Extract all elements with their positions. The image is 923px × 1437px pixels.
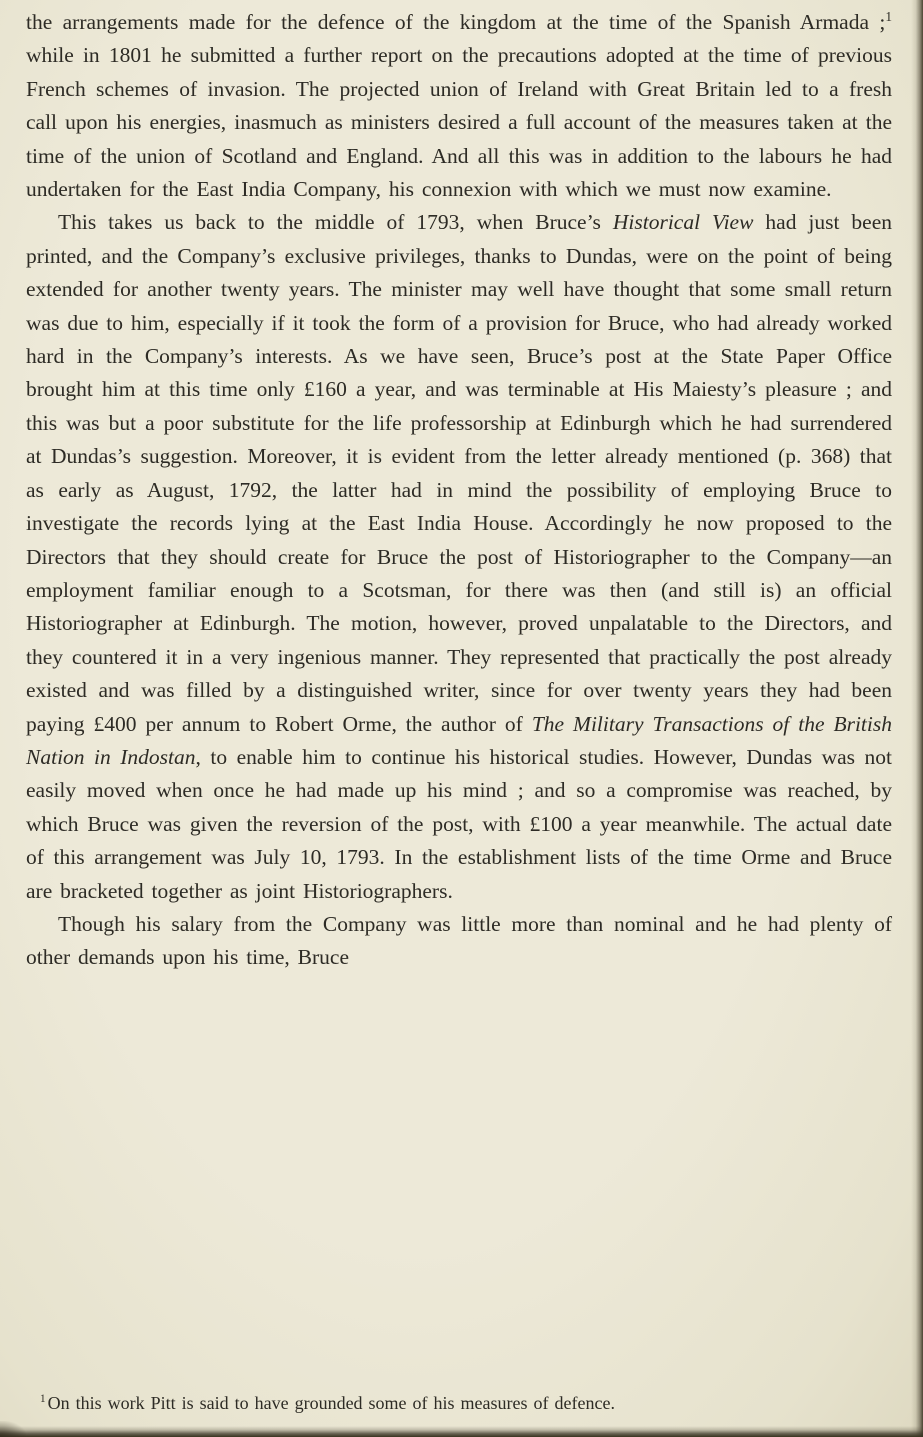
- text-run: while in 1801 he submitted a further report on the precautions adopted at the time of previous French schemes of invasion. The projected union of Ireland with Great Britain led to a fresh call upon his energies, inasmuch as ministers desired a full account of the measures taken at the time of the union of Scotland and England. And all this was in addition to the labours he had undertaken for the East India Company, his connexion with which we must now examine.: [26, 43, 892, 202]
- footnote: [40, 1391, 890, 1415]
- page-edge-shadow-right: [911, 0, 923, 1437]
- paragraph: [26, 6, 892, 206]
- text-run: , to enable him to continue his historical studies. However, Dundas was not easily moved when once he had made up his mind ; and so a compromise was reached, by which Bruce was given the reversion of the post, with £100 a year meanwhile. The actual date of this arrangement was July 10, 1793. In the establishment lists of the time Orme and Bruce are bracketed together as joint Historiographers.: [26, 744, 892, 903]
- paragraph: [26, 908, 892, 975]
- footnote-marker: 1: [40, 1393, 46, 1405]
- page-text: [26, 6, 892, 975]
- text-run: The Military Transactions of the British Nation in Indostan: [26, 711, 892, 769]
- footnote-text: On this work Pitt is said to have grounded some of his measures of defence.: [47, 1393, 615, 1413]
- text-run: the arrangements made for the defence of the kingdom at the time of the Spanish Armada ;: [26, 10, 886, 34]
- page-edge-shadow-bottom: [0, 1426, 923, 1437]
- text-run: had just been printed, and the Company’s exclusive privileges, thanks to Dundas, were on the point of being extended for another twenty years. The minister may well have thought that some small return was due to him, especially if it took the form of a provision for Bruce, who had already worked hard in the Company’s interests. As we have seen, Bruce’s post at the State Paper Office brought him at this time only £160 a year, and was terminable at His Maiesty’s pleasure ; and this was but a poor substitute for the life professorship at Edinburgh which he had surrendered at Dundas’s suggestion. Moreover, it is evident from the letter already mentioned (p. 368) that as early as August, 1792, the latter had in mind the possibility of employing Bruce to investigate the records lying at the East India House. Accordingly he now proposed to the Directors that they should create for Bruce the post of Historiographer to the Company—an employment familiar enough to a Scotsman, for there was then (and still is) an official Historiographer at Edinburgh. The motion, however, proved unpalatable to the Directors, and they countered it in a very ingenious manner. They represented that practically the post already existed and was filled by a distinguished writer, since for over twenty years they had been paying £400 per annum to Robert Orme, the author of: [26, 210, 893, 736]
- text-run: Though his salary from the Company was little more than nominal and he had plenty of other demands upon his time, Bruce: [26, 911, 892, 970]
- footnote-reference: 1: [885, 8, 892, 24]
- page-edge-shadow-corner: [0, 1421, 26, 1437]
- text-run: Historical View: [612, 210, 754, 235]
- paragraph: [26, 206, 892, 908]
- text-run: This takes us back to the middle of 1793, when Bruce’s: [58, 210, 613, 235]
